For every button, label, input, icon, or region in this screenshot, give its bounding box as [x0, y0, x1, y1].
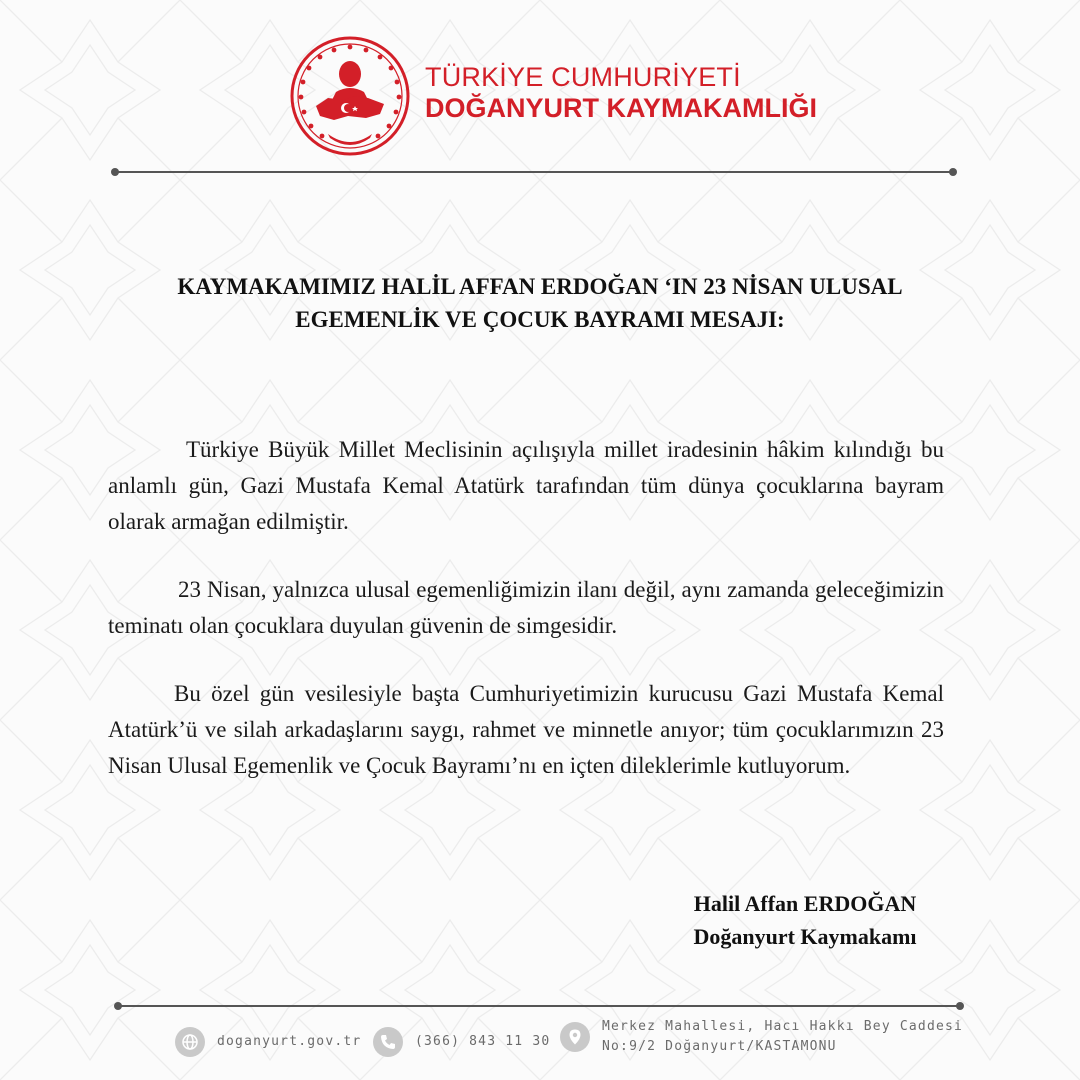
- globe-icon: [175, 1027, 205, 1057]
- address-line2: No:9/2 Doğanyurt/KASTAMONU: [602, 1039, 837, 1054]
- signature-block: [640, 887, 970, 953]
- paragraph-3-text: Bu özel gün vesilesiyle başta Cumhuriyetimizin kurucusu Gazi Mustafa Kemal Atatürk’ü ve silah arkadaşlarını saygı, rahmet ve minnetle anıyor; tüm çocuklarımızın 23 Nisan Ulusal Egemenlik ve Çocuk Bayramı’nı en içten dileklerimle kutluyorum.: [108, 681, 944, 778]
- footer-divider: [118, 1005, 960, 1007]
- footer-address: [560, 1017, 963, 1057]
- footer-website[interactable]: [175, 1022, 361, 1062]
- institution-name-line2: DOĞANYURT KAYMAKAMLIĞI: [425, 93, 818, 123]
- body-paragraph-2: [108, 572, 944, 644]
- district-governorship-emblem: [288, 34, 412, 158]
- website-text[interactable]: doganyurt.gov.tr: [217, 1034, 362, 1049]
- body-paragraph-1: [108, 432, 944, 540]
- title-line2: EGEMENLİK VE ÇOCUK BAYRAMI MESAJI:: [295, 307, 785, 332]
- phone-icon: [373, 1027, 403, 1057]
- title-line1: KAYMAKAMIMIZ HALİL AFFAN ERDOĞAN ‘IN 23 NİSAN ULUSAL: [177, 274, 903, 299]
- signatory-title: Doğanyurt Kaymakamı: [693, 924, 917, 949]
- body-paragraph-3: [108, 676, 944, 784]
- message-title: [100, 270, 980, 336]
- header-divider: [115, 171, 953, 173]
- footer-phone[interactable]: [373, 1022, 550, 1062]
- signatory-name: Halil Affan ERDOĞAN: [693, 891, 917, 916]
- paragraph-1-text: Türkiye Büyük Millet Meclisinin açılışıyla millet iradesinin hâkim kılındığı bu anlamlı gün, Gazi Mustafa Kemal Atatürk tarafından tüm dünya çocuklarına bayram olarak armağan edilmiştir.: [108, 437, 944, 534]
- phone-text[interactable]: (366) 843 11 30: [415, 1034, 551, 1049]
- address-line1: Merkez Mahallesi, Hacı Hakkı Bey Caddesi: [602, 1019, 964, 1034]
- location-pin-icon: [560, 1022, 590, 1052]
- institution-name-line1: TÜRKİYE CUMHURİYETİ: [425, 62, 741, 92]
- paragraph-2-text: 23 Nisan, yalnızca ulusal egemenliğimizin ilanı değil, aynı zamanda geleceğimizin teminatı olan çocuklara duyulan güvenin de simgesidir.: [108, 577, 944, 638]
- address-block: [602, 1017, 963, 1057]
